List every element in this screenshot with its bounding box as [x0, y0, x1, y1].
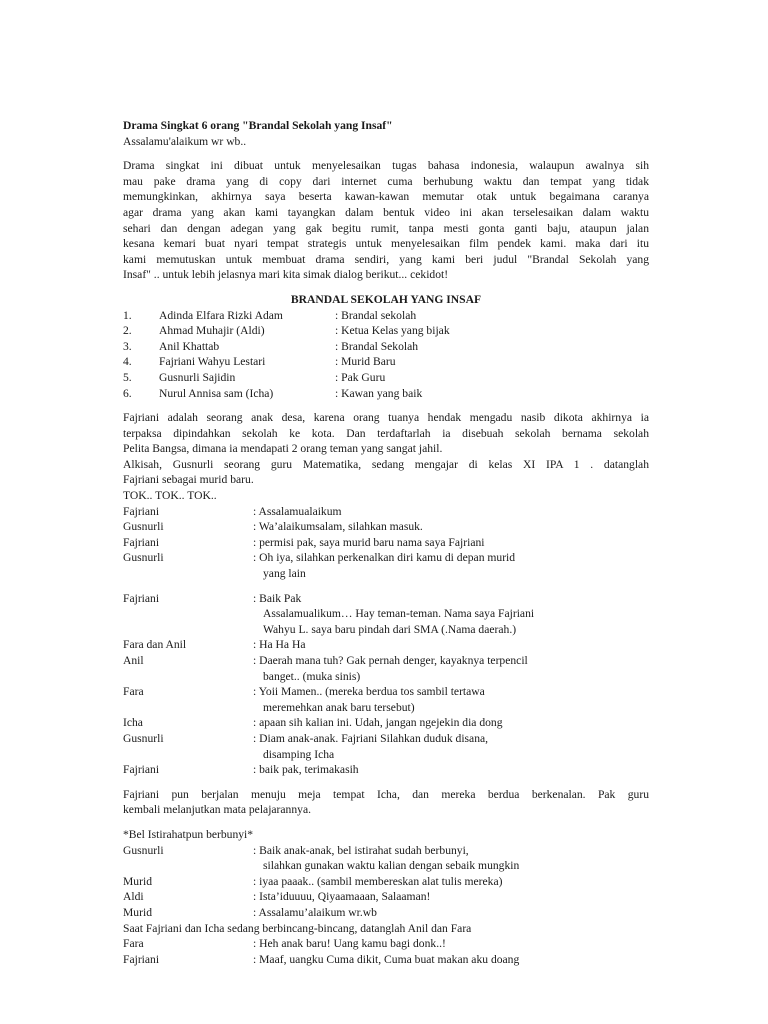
- dialog-text: [253, 889, 430, 905]
- paragraph-line: Fajriani adalah seorang anak desa, karena orang tuanya hendak mengadu nasib dikota akhirnya ia: [123, 411, 649, 425]
- speaker-name: Murid: [123, 905, 152, 919]
- cast-name: Ahmad Muhajir (Aldi): [159, 324, 265, 338]
- cast-row: [123, 339, 649, 355]
- dialog-block-3: [123, 843, 649, 921]
- dialog-text-line: : Assalamu’alaikum wr.wb: [253, 905, 377, 919]
- knock-line: TOK.. TOK.. TOK..: [123, 489, 217, 503]
- dialog-line: [123, 874, 649, 890]
- cast-role: : Brandal sekolah: [335, 308, 417, 322]
- cast-row: [123, 354, 649, 370]
- speaker-name: Fara: [123, 937, 144, 951]
- dialog-text-line: : Assalamualaikum: [253, 504, 342, 518]
- document-content: [123, 118, 649, 967]
- paragraph-line: mau pake drama yang di copy dari internet cuma berhubung waktu dan tempat yang tidak: [123, 174, 649, 188]
- dialog-line: [123, 591, 649, 638]
- dialog-line: [123, 684, 649, 715]
- dialog-text: [253, 731, 488, 762]
- cast-num: 2.: [123, 324, 132, 338]
- speaker-name: Gusnurli: [123, 520, 164, 534]
- speaker-name: Fara: [123, 685, 144, 699]
- speaker-name: Icha: [123, 716, 143, 730]
- dialog-text: [253, 684, 485, 715]
- cast-title: BRANDAL SEKOLAH YANG INSAF: [290, 292, 482, 306]
- cast-num: 1.: [123, 308, 132, 322]
- dialog-text: [253, 715, 503, 731]
- speaker-name: Anil: [123, 654, 144, 667]
- cast-row: [123, 370, 649, 386]
- dialog-text-line: silahkan gunakan waktu kalian dengan sebaik mungkin: [263, 859, 520, 873]
- dialog-text: [253, 504, 342, 520]
- paragraph-line: sehari dan dengan adegan yang gak begitu rumit, tanpa mesti gonta ganti baju, ataupun jalan: [123, 221, 649, 235]
- paragraph-line: Alkisah, Gusnurli seorang guru Matematika, sedang mengajar di kelas XI IPA 1 . datanglah: [123, 457, 649, 471]
- speaker-name: Gusnurli: [123, 551, 164, 565]
- intro-paragraph: [123, 158, 649, 283]
- greeting: Assalamu'alaikum wr wb..: [123, 134, 247, 148]
- cast-name: Fajriani Wahyu Lestari: [159, 355, 266, 369]
- paragraph-line: Fajriani sebagai murid baru.: [123, 473, 254, 487]
- dialog-text: [253, 519, 423, 535]
- dialog-text-line: : Baik Pak: [253, 591, 302, 605]
- dialog-text: [253, 874, 503, 890]
- dialog-line: [123, 637, 649, 653]
- paragraph-line: kesana kemari buat nyari tempat strategis untuk menyelesaikan film pendek kami. maka dari itu: [123, 237, 649, 251]
- paragraph-line: memungkinkan, akhirnya saya beserta kawan-kawan memutar otak untuk begaimana caranya: [123, 190, 649, 204]
- cast-name: Anil Khattab: [159, 339, 220, 353]
- cast-role: : Kawan yang baik: [335, 386, 423, 400]
- dialog-text-line: : permisi pak, saya murid baru nama saya Fajriani: [253, 535, 485, 549]
- story-paragraph: [123, 410, 649, 457]
- dialog-line: [123, 843, 649, 874]
- dialog-text-line: : Daerah mana tuh? Gak pernah denger, kayaknya terpencil: [253, 654, 528, 667]
- dialog-line: [123, 905, 649, 921]
- cast-role: : Murid Baru: [335, 355, 396, 369]
- dialog-block-1: [123, 504, 649, 582]
- cast-name: Nurul Annisa sam (Icha): [159, 386, 274, 400]
- dialog-text-line: : Yoii Mamen.. (mereka berdua tos sambil tertawa: [253, 685, 485, 699]
- dialog-block-4: [123, 936, 649, 967]
- cast-list: [123, 308, 649, 402]
- cast-role: : Ketua Kelas yang bijak: [335, 324, 450, 338]
- speaker-name: Murid: [123, 874, 152, 888]
- dialog-text-line: : Oh iya, silahkan perkenalkan diri kamu di depan murid: [253, 551, 516, 565]
- cast-name: Gusnurli Sajidin: [159, 370, 236, 384]
- cast-role: : Pak Guru: [335, 370, 386, 384]
- speaker-name: Fajriani: [123, 591, 160, 605]
- dialog-text: [253, 591, 534, 638]
- paragraph-line: Drama singkat ini dibuat untuk menyelesaikan tugas bahasa indonesia, walaupun awalnya sih: [123, 159, 649, 173]
- paragraph-line: terpaksa dipindahkan sekolah ke kota. Dan terdaftarlah ia disebuah sekolah bernama sekolah: [123, 426, 649, 440]
- paragraph-line: Pelita Bangsa, dimana ia mendapati 2 orang teman yang sangat jahil.: [123, 442, 443, 456]
- dialog-block-2: [123, 591, 649, 778]
- dialog-line: [123, 731, 649, 762]
- dialog-line: [123, 889, 649, 905]
- dialog-line: [123, 952, 649, 968]
- cast-row: [123, 386, 649, 402]
- bell-line: *Bel Istirahatpun berbunyi*: [123, 827, 254, 841]
- paragraph-line: agar drama yang akan kami tayangkan dalam bentuk video ini akan terselesaikan dalam waktu: [123, 205, 649, 219]
- dialog-line: [123, 653, 649, 684]
- speaker-name: Fajriani: [123, 535, 160, 549]
- dialog-line: [123, 519, 649, 535]
- dialog-text: [253, 535, 485, 551]
- cast-role: : Brandal Sekolah: [335, 339, 419, 353]
- dialog-text-line: disamping Icha: [263, 747, 335, 761]
- dialog-line: [123, 550, 649, 581]
- dialog-text-line: : baik pak, terimakasih: [253, 763, 359, 777]
- dialog-text-line: Wahyu L. saya baru pindah dari SMA (.Nama daerah.): [263, 622, 517, 636]
- cast-row: [123, 308, 649, 324]
- dialog-text-line: : apaan sih kalian ini. Udah, jangan ngejekin dia dong: [253, 716, 503, 730]
- speaker-name: Gusnurli: [123, 843, 164, 857]
- cast-num: 4.: [123, 355, 132, 369]
- dialog-text-line: meremehkan anak baru tersebut): [263, 700, 415, 714]
- dialog-text-line: : Baik anak-anak, bel istirahat sudah berbunyi,: [253, 843, 469, 857]
- dialog-text-line: banget.. (muka sinis): [263, 669, 361, 683]
- dialog-text: [253, 762, 359, 778]
- dialog-text-line: : Ha Ha Ha: [253, 638, 306, 652]
- scene-line: Saat Fajriani dan Icha sedang berbincang-bincang, datanglah Anil dan Fara: [123, 921, 472, 935]
- dialog-text-line: Assalamualikum… Hay teman-teman. Nama saya Fajriani: [263, 607, 535, 621]
- dialog-text: [253, 843, 519, 874]
- dialog-line: [123, 762, 649, 778]
- paragraph-line: Fajriani pun berjalan menuju meja tempat Icha, dan mereka berdua berkenalan. Pak guru: [123, 787, 649, 801]
- paragraph-line: kami memutuskan untuk membuat drama sendiri, yang kami beri judul "Brandal Sekolah yang: [123, 252, 649, 266]
- dialog-line: [123, 715, 649, 731]
- dialog-text: [253, 637, 305, 653]
- dialog-text: [253, 936, 446, 952]
- dialog-text-line: : Diam anak-anak. Fajriani Silahkan duduk disana,: [253, 731, 489, 745]
- cast-num: 6.: [123, 386, 132, 400]
- paragraph-line: kembali melanjutkan mata pelajarannya.: [123, 803, 311, 817]
- cast-row: [123, 323, 649, 339]
- dialog-line: [123, 535, 649, 551]
- dialog-text-line: : iyaa paaak.. (sambil membereskan alat tulis mereka): [253, 874, 503, 888]
- dialog-text: [253, 550, 515, 581]
- narration-paragraph: [123, 787, 649, 818]
- paragraph-line: Insaf" .. untuk lebih jelasnya mari kita simak dialog berikut... cekidot!: [123, 268, 449, 282]
- speaker-name: Fajriani: [123, 763, 160, 777]
- dialog-text-line: : Ista’iduuuu, Qiyaamaaan, Salaaman!: [253, 890, 431, 904]
- dialog-text: [253, 952, 519, 968]
- speaker-name: Gusnurli: [123, 731, 164, 745]
- dialog-text-line: yang lain: [263, 567, 306, 581]
- document-title: Drama Singkat 6 orang "Brandal Sekolah yang Insaf": [123, 119, 393, 132]
- dialog-text-line: : Maaf, uangku Cuma dikit, Cuma buat makan aku doang: [253, 952, 520, 966]
- speaker-name: Fara dan Anil: [123, 638, 187, 652]
- cast-num: 3.: [123, 339, 132, 353]
- dialog-text-line: : Wa’alaikumsalam, silahkan masuk.: [253, 520, 423, 534]
- dialog-text-line: : Heh anak baru! Uang kamu bagi donk..!: [253, 937, 446, 951]
- dialog-line: [123, 936, 649, 952]
- speaker-name: Fajriani: [123, 952, 160, 966]
- dialog-text: [253, 905, 377, 921]
- dialog-text: [253, 653, 528, 684]
- dialog-line: [123, 504, 649, 520]
- story-paragraph-2: [123, 457, 649, 488]
- speaker-name: Aldi: [123, 890, 144, 904]
- cast-num: 5.: [123, 370, 132, 384]
- cast-name: Adinda Elfara Rizki Adam: [159, 308, 283, 322]
- speaker-name: Fajriani: [123, 504, 160, 518]
